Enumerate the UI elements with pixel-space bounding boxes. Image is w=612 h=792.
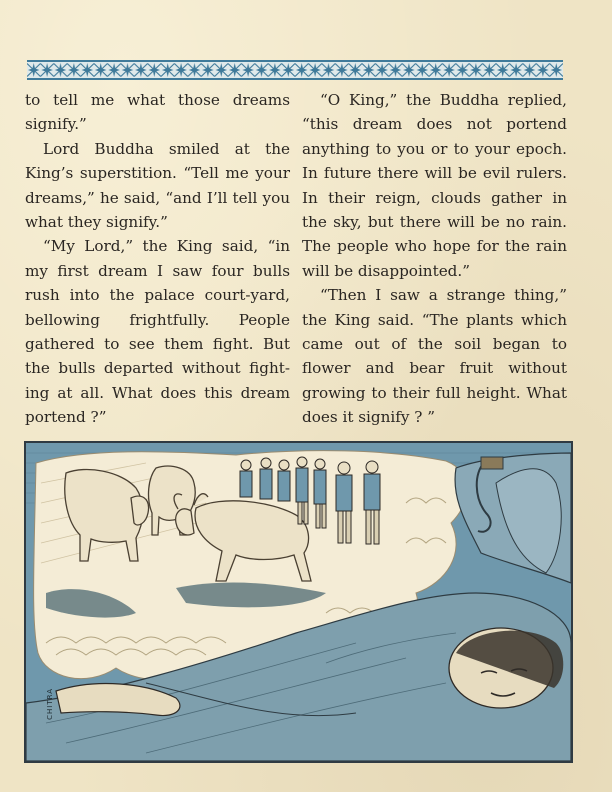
decorative-border xyxy=(27,60,563,80)
left-paragraph-2: Lord Buddha smiled at the King’s superstition. “Tell me your dreams,” he said, “and I’ll tell you what they signify.” xyxy=(25,139,290,232)
star-pattern-border xyxy=(27,60,563,80)
left-text-column xyxy=(25,88,290,430)
right-text-column xyxy=(302,88,567,430)
left-paragraph-3: “My Lord,” the King said, “in my first dream I saw four bulls rush into the palace court-yard, bellowing frightfully. People gathered to see them fight. But the bulls departed without fight-ing at all. What does this dream portend ?” xyxy=(25,237,290,427)
right-paragraph-2: “Then I saw a strange thing,” the King said. “The plants which came out of the soil began to flower and bear fruit without growing to their full height. What does it signify ? ” xyxy=(302,286,567,427)
artist-signature: CHITRA xyxy=(46,688,54,720)
left-paragraph-1: to tell me what those dreams signify.” xyxy=(25,91,290,134)
sleeping-king-dream-scene xyxy=(26,443,571,761)
right-paragraph-1: “O King,” the Buddha replied, “this dream does not portend anything to you or to your epoch. In future there will be evil rulers. In their reign, clouds gather in the sky, but there will be no rain. The people who hope for the rain will be disappointed.” xyxy=(302,91,567,280)
dream-illustration xyxy=(24,441,573,763)
